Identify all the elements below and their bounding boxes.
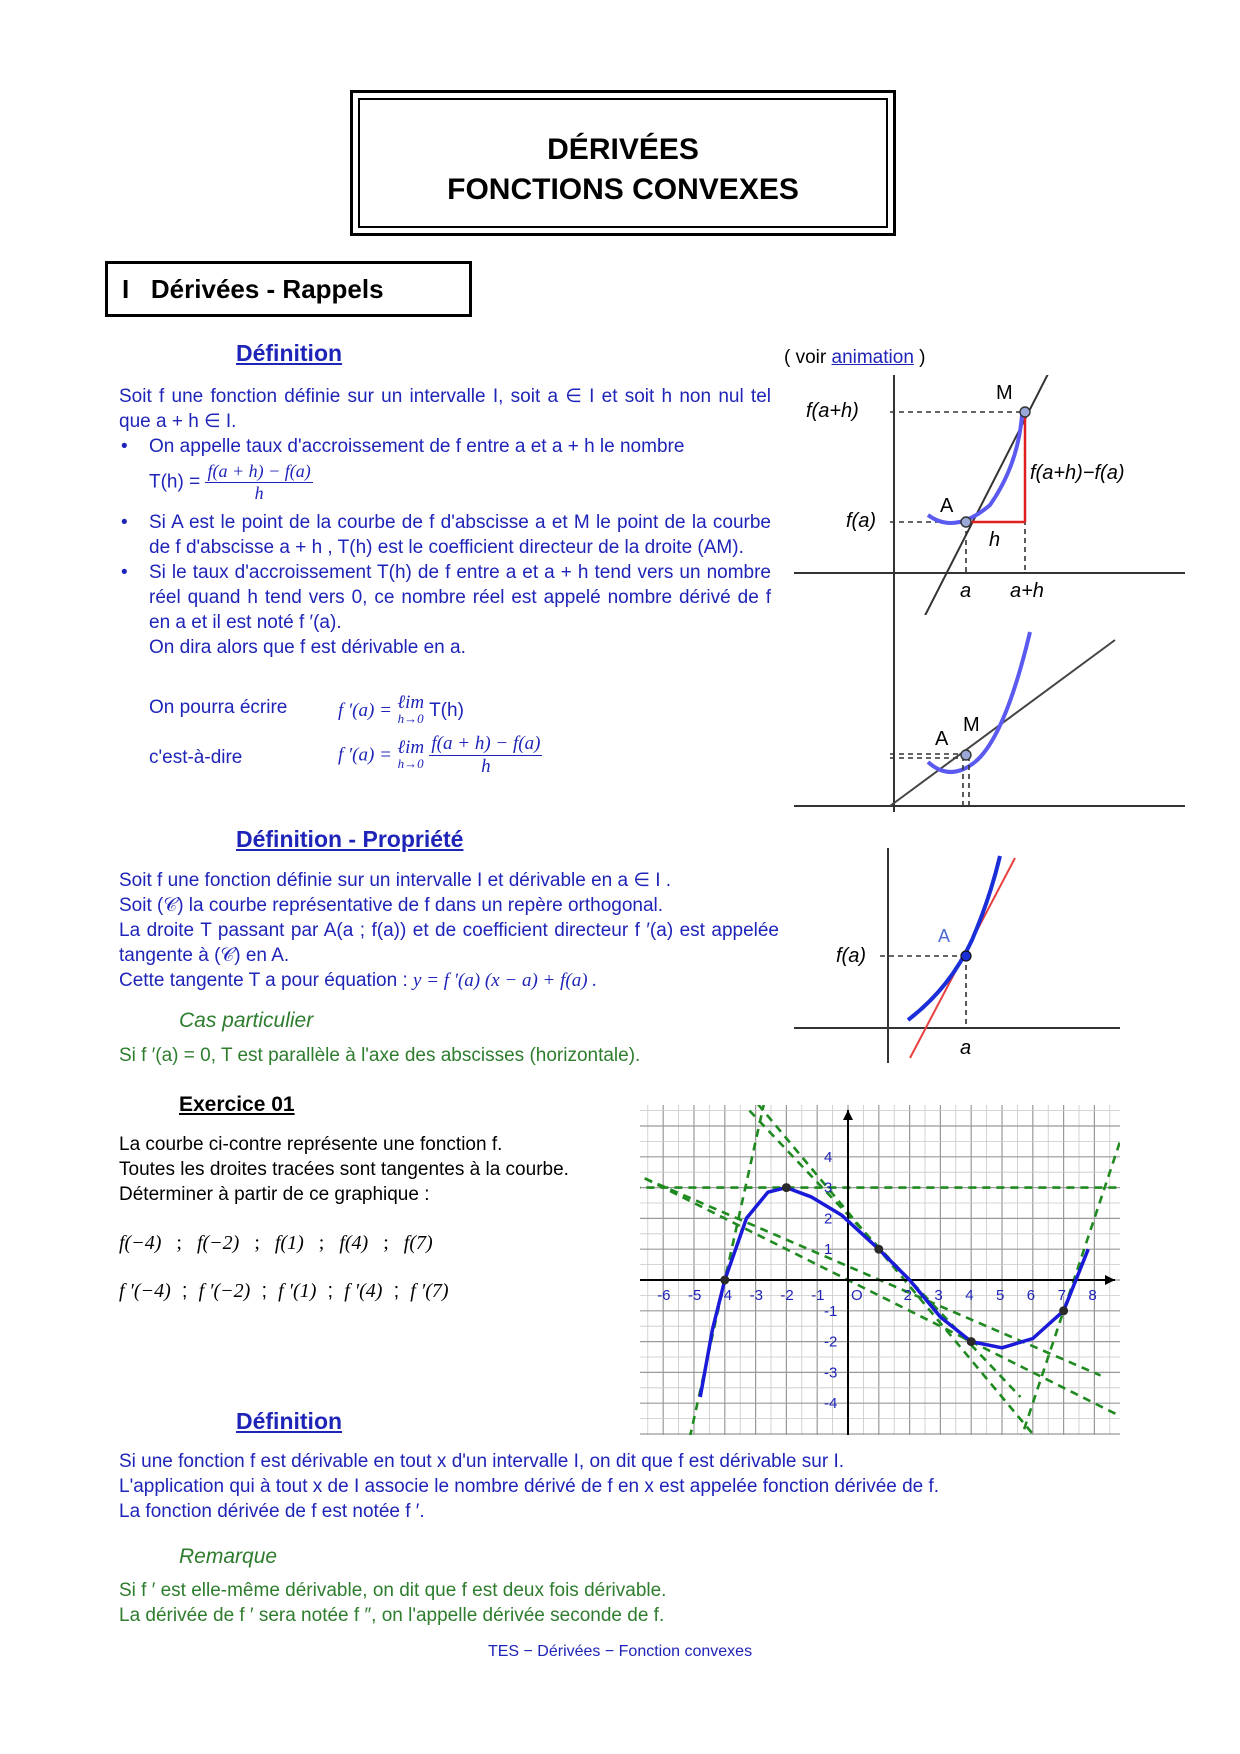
row2-item: f ′(1)	[278, 1280, 317, 1302]
def1-bullet3-text: Si le taux d'accroissement T(h) de f entre a et a + h tend vers un nombre réel quand h tend vers 0, ce nombre réel est appelé nombre dérivé de f en a et il est noté f ′(a).	[149, 562, 771, 633]
animation-link[interactable]: animation	[831, 347, 914, 368]
fig1-label-fah: f(a+h)	[806, 400, 859, 422]
remarque-line1: Si f ′ est elle-même dérivable, on dit que f est deux fois dérivable.	[119, 1580, 667, 1601]
cad-label: c'est-à-dire	[149, 747, 243, 768]
def1-bullet1-text: On appelle taux d'accroissement de f entre a et a + h le nombre	[149, 436, 685, 457]
def2-line4-text: Cette tangente T a pour équation :	[119, 970, 408, 991]
row2-item: f ′(4)	[344, 1280, 383, 1302]
cad-lim	[397, 736, 425, 772]
figure-tangent	[790, 848, 1120, 1068]
x-tick-label: 2	[903, 1287, 912, 1304]
row1-sep: ;	[254, 1232, 260, 1254]
row1-item: f(−2)	[196, 1232, 240, 1254]
fig1-label-M: M	[996, 382, 1013, 404]
y-tick-label: -1	[824, 1302, 838, 1320]
fig1-label-fa: f(a)	[846, 510, 876, 532]
cad-lhs: f ′(a) =	[338, 744, 392, 766]
ecrire-lhs: f ′(a) =	[338, 700, 392, 722]
x-tick-label: -1	[811, 1287, 825, 1304]
tangent-line	[645, 1178, 1101, 1375]
def1-body	[119, 384, 771, 660]
cas-heading: Cas particulier	[179, 1009, 314, 1032]
def1-bullet3-line2: On dira alors que f est dérivable en a.	[149, 637, 466, 658]
ecrire-formula	[338, 692, 464, 727]
remarque-line2: La dérivée de f ′ sera notée f ″, on l'appelle dérivée seconde de f.	[119, 1605, 665, 1626]
curve-point	[782, 1183, 791, 1192]
fig1-label-A: A	[940, 495, 954, 517]
page-footer: TES − Dérivées − Fonction convexes	[487, 1643, 753, 1660]
fig2-label-A: A	[935, 728, 949, 750]
title-box	[350, 90, 896, 236]
exercice-body	[119, 1132, 639, 1207]
remarque-heading: Remarque	[179, 1545, 278, 1568]
fig1-point-M	[1020, 407, 1030, 417]
fig1-label-a: a	[960, 580, 972, 602]
section-heading	[105, 261, 472, 317]
def3-heading: Définition	[236, 1408, 343, 1434]
exercice-row2	[119, 1280, 449, 1303]
figure-limit	[790, 612, 1185, 812]
def2-heading: Définition - Propriété	[236, 826, 464, 852]
row2-item: f ′(−2)	[198, 1280, 251, 1302]
cad-formula	[338, 733, 542, 778]
ecrire-label: On pourra écrire	[149, 697, 288, 718]
title-line2: FONCTIONS CONVEXES	[447, 173, 799, 206]
y-tick-label: 3	[824, 1179, 833, 1197]
row1-sep: ;	[383, 1232, 389, 1254]
cad-lim-word: ℓim	[397, 736, 425, 758]
def2-line1: Soit f une fonction définie sur un intervalle I et dérivable en a ∈ I .	[119, 870, 672, 891]
row1-sep: ;	[176, 1232, 182, 1254]
def2-line2: Soit (𝒞) la courbe représentative de f dans un repère orthogonal.	[119, 895, 664, 916]
graph-grid	[640, 1105, 1120, 1435]
graph-axes	[640, 1110, 1115, 1435]
figure-secant	[790, 375, 1185, 615]
row2-sep: ;	[261, 1280, 267, 1302]
row2-item: f ′(−4)	[119, 1280, 171, 1302]
exercice-line2: Toutes les droites tracées sont tangentes à la courbe.	[119, 1159, 569, 1180]
fig1-label-diff: f(a+h)−f(a)	[1030, 462, 1125, 484]
def1-bullet1	[119, 434, 771, 504]
x-tick-label: -2	[780, 1287, 794, 1304]
fig3-label-A: A	[938, 926, 951, 946]
def1-formula-num: f(a + h) − f(a)	[207, 461, 311, 481]
x-tick-label: 8	[1088, 1287, 1097, 1304]
curve-point	[874, 1245, 883, 1254]
row1-item: f(1)	[274, 1232, 304, 1254]
def2-line4-eq: y = f ′(a) (x − a) + f(a) .	[413, 970, 598, 991]
row1-item: f(−4)	[119, 1232, 162, 1254]
fig3-curve	[908, 856, 1000, 1020]
fig3-label-fa: f(a)	[836, 945, 866, 967]
x-tick-label: 6	[1026, 1287, 1036, 1304]
row1-item: f(4)	[339, 1232, 369, 1254]
def3-line2: L'application qui à tout x de I associe le nombre dérivé de f en x est appelée fonction dérivée de f.	[119, 1476, 940, 1497]
def2-line3: La droite T passant par A(a ; f(a)) et de coefficient directeur f ′(a) est appelée tangente à (𝒞) en A.	[119, 920, 779, 966]
title-inner	[358, 98, 888, 228]
def1-intro: Soit f une fonction définie sur un intervalle I, soit a ∈ I et soit h non nul tel que a + h ∈ I.	[119, 386, 771, 432]
fig3-point-A	[961, 951, 971, 961]
row2-item: f ′(7)	[410, 1280, 449, 1302]
cas-text: Si f ′(a) = 0, T est parallèle à l'axe des abscisses (horizontale).	[119, 1045, 641, 1066]
curve-point	[720, 1276, 729, 1285]
remarque-body	[119, 1578, 666, 1628]
y-tick-label: 4	[824, 1148, 833, 1166]
ecrire-lim-sub: h→0	[397, 711, 424, 726]
def1-formula-frac	[205, 461, 312, 504]
exercice-row1	[119, 1232, 433, 1255]
x-tick-label: 5	[996, 1287, 1005, 1304]
fig1-label-h: h	[989, 529, 1001, 551]
fig3-label-a: a	[960, 1037, 972, 1059]
def1-bullet3	[119, 560, 771, 660]
x-tick-label: -6	[657, 1287, 671, 1304]
def1-bullets	[119, 434, 771, 660]
def1-formula-lhs: T(h) =	[149, 471, 201, 493]
row2-sep: ;	[327, 1280, 334, 1302]
def3-body	[119, 1449, 1139, 1524]
curve-point	[1059, 1306, 1068, 1315]
cad-num: f(a + h) − f(a)	[431, 733, 541, 754]
exercice-heading: Exercice 01	[179, 1093, 295, 1116]
exercise-graph	[640, 1105, 1120, 1435]
x-tick-label: 7	[1057, 1287, 1066, 1304]
curve-point	[967, 1337, 976, 1346]
def1-heading: Définition	[236, 340, 343, 366]
animation-suffix: )	[913, 347, 926, 368]
y-tick-label: 2	[824, 1210, 833, 1228]
def1-formula	[149, 461, 771, 504]
def3-line3: La fonction dérivée de f est notée f ′.	[119, 1501, 425, 1522]
def2-body	[119, 868, 779, 993]
row2-sep: ;	[181, 1280, 188, 1302]
cad-frac	[429, 733, 542, 778]
x-tick-label: -5	[688, 1287, 702, 1304]
y-tick-label: -3	[824, 1364, 838, 1382]
x-tick-label: 4	[965, 1287, 974, 1304]
y-axis-arrow	[843, 1110, 853, 1120]
def1-formula-den: h	[254, 483, 264, 503]
def1-bullet2: • Si A est le point de la courbe de f d'abscisse a et M le point de la courbe de f d'abscisse a + h , T(h) est le coefficient directeur de la droite (AM).	[119, 510, 771, 560]
row2-sep: ;	[393, 1280, 400, 1302]
title-line1: DÉRIVÉES	[547, 133, 699, 166]
cad-lim-sub: h→0	[397, 755, 424, 771]
ecrire-lim-word: ℓim	[397, 692, 425, 713]
y-tick-label: -2	[824, 1333, 838, 1351]
y-tick-label: -4	[824, 1395, 838, 1413]
fig2-label-M: M	[963, 714, 980, 736]
exercice-line1: La courbe ci-contre représente une fonction f.	[119, 1134, 503, 1155]
fig2-point-AM	[961, 750, 971, 760]
section-number: I	[122, 274, 130, 304]
animation-note	[784, 345, 926, 370]
ecrire-rhs: T(h)	[429, 700, 464, 722]
def2-line4	[119, 968, 779, 993]
exercice-line3: Déterminer à partir de ce graphique :	[119, 1184, 430, 1205]
fig2-curve	[928, 632, 1030, 772]
fig1-label-ah: a+h	[1010, 580, 1044, 602]
section-label: Dérivées - Rappels	[150, 274, 384, 304]
animation-prefix: ( voir	[784, 347, 832, 368]
y-tick-label: 1	[824, 1241, 833, 1259]
ecrire-lim	[397, 692, 425, 727]
row1-item: f(7)	[403, 1232, 433, 1254]
x-tick-label: -3	[749, 1287, 763, 1304]
x-tick-label: O	[851, 1287, 863, 1304]
cad-den: h	[481, 756, 491, 777]
fig1-point-A	[961, 517, 971, 527]
row1-sep: ;	[318, 1232, 325, 1254]
x-tick-label: -4	[718, 1287, 733, 1304]
def3-line1: Si une fonction f est dérivable en tout x d'un intervalle I, on dit que f est dérivable sur I.	[119, 1451, 844, 1472]
x-tick-label: 3	[934, 1287, 943, 1304]
